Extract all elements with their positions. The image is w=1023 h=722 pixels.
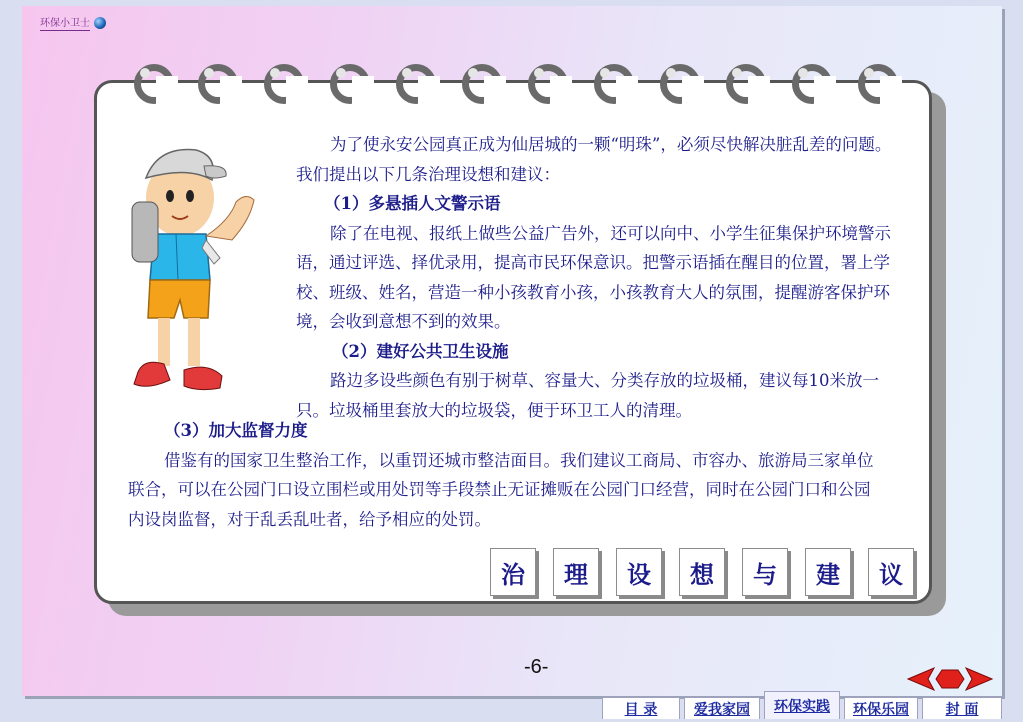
content-lower xyxy=(128,416,888,534)
tab-eco-park[interactable]: 环保乐园 xyxy=(844,697,918,719)
home-stop-icon[interactable] xyxy=(936,670,964,688)
previous-arrow-icon[interactable] xyxy=(908,668,934,690)
title-char-box: 治 xyxy=(490,548,536,596)
ring-icon xyxy=(528,60,570,108)
ring-icon xyxy=(594,60,636,108)
ring-icon xyxy=(396,60,438,108)
slide-navigation xyxy=(906,666,994,692)
brand-logo[interactable] xyxy=(40,14,106,31)
title-char-box: 与 xyxy=(742,548,788,596)
tab-cover[interactable]: 封 面 xyxy=(922,697,1002,719)
title-char-box: 想 xyxy=(679,548,725,596)
ring-icon xyxy=(462,60,504,108)
content-upper xyxy=(296,130,896,425)
ring-icon xyxy=(792,60,834,108)
bottom-tab-bar xyxy=(602,697,1002,722)
notebook-rings xyxy=(134,60,914,110)
title-char-box: 议 xyxy=(868,548,914,596)
heading-2: （2）建好公共卫生设施 xyxy=(332,341,509,361)
title-char-box: 理 xyxy=(553,548,599,596)
ring-icon xyxy=(134,60,176,108)
ring-icon xyxy=(198,60,240,108)
heading-1: （1）多悬插人文警示语 xyxy=(324,194,501,213)
paragraph-1: 除了在电视、报纸上做些公益广告外，还可以向中、小学生征集保护环境警示语，通过评选、择优录用，提高市民环保意识。把警示语插在醒目的位置，署上学校、班级、姓名，营造一种小孩教育小孩，小孩教育大人的氛围，提醒游客保护环境，会收到意想不到的效果。 xyxy=(296,223,891,331)
heading-3: （3）加大监督力度 xyxy=(164,421,308,440)
tab-love-home[interactable]: 爱我家园 xyxy=(684,697,760,719)
ring-icon xyxy=(726,60,768,108)
ring-icon xyxy=(660,60,702,108)
ring-icon xyxy=(264,60,306,108)
globe-icon xyxy=(94,17,106,29)
title-char-box: 建 xyxy=(805,548,851,596)
intro-paragraph: 为了使永安公园真正成为仙居城的一颗“明珠”，必须尽快解决脏乱差的问题。我们提出以下几条治理设想和建议： xyxy=(296,135,892,184)
tab-eco-practice[interactable]: 环保实践 xyxy=(764,691,840,719)
paragraph-3: 借鉴有的国家卫生整治工作，以重罚还城市整洁面目。我们建议工商局、市容办、旅游局三家单位联合，可以在公园门口设立围栏或用处罚等手段禁止无证摊贩在公园门口经营，同时在公园门口和公园内设岗监督，对于乱丢乱吐者，给予相应的处罚。 xyxy=(128,450,874,529)
tab-contents[interactable]: 目 录 xyxy=(602,697,680,719)
paragraph-2: 路边多设些颜色有别于树草、容量大、分类存放的垃圾桶，建议每10米放一只。垃圾桶里套放大的垃圾袋，便于环卫工人的清理。 xyxy=(296,371,879,420)
next-arrow-icon[interactable] xyxy=(966,668,992,690)
brand-text: 环保小卫士 xyxy=(40,14,90,31)
ring-icon xyxy=(330,60,372,108)
title-char-box: 设 xyxy=(616,548,662,596)
cartoon-boy-illustration xyxy=(118,140,278,400)
ring-icon xyxy=(858,60,900,108)
page-number: -6- xyxy=(524,656,549,678)
